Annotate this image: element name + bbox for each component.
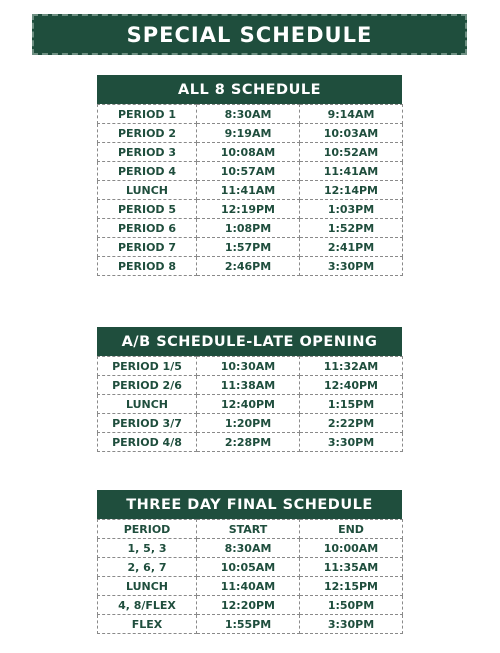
period-cell: PERIOD 3/7 [98,414,197,433]
period-cell: PERIOD 8 [98,257,197,276]
period-cell: PERIOD 4 [98,162,197,181]
start-time-cell: 11:40AM [197,577,300,596]
end-time-cell: 11:35AM [300,558,403,577]
period-cell: PERIOD 4/8 [98,433,197,452]
period-cell: PERIOD 2/6 [98,376,197,395]
period-cell: 2, 6, 7 [98,558,197,577]
table-row [98,238,403,257]
table-row [98,539,403,558]
table-row [98,162,403,181]
start-time-cell: 1:20PM [197,414,300,433]
period-cell: 1, 5, 3 [98,539,197,558]
table-row [98,577,403,596]
period-cell: LUNCH [98,395,197,414]
end-time-cell: END [300,520,403,539]
end-time-cell: 9:14AM [300,105,403,124]
period-cell: PERIOD 6 [98,219,197,238]
start-time-cell: START [197,520,300,539]
end-time-cell: 12:14PM [300,181,403,200]
section-heading: ALL 8 SCHEDULE [97,75,402,104]
table-row [98,376,403,395]
table-row [98,615,403,634]
page-title-banner [32,14,467,55]
period-cell: 4, 8/FLEX [98,596,197,615]
end-time-cell: 3:30PM [300,257,403,276]
table-row [98,257,403,276]
end-time-cell: 1:50PM [300,596,403,615]
table-row [98,124,403,143]
table-row [98,200,403,219]
end-time-cell: 12:40PM [300,376,403,395]
period-cell: PERIOD 5 [98,200,197,219]
end-time-cell: 10:00AM [300,539,403,558]
table-row [98,395,403,414]
page-title: SPECIAL SCHEDULE [126,22,373,47]
end-time-cell: 10:03AM [300,124,403,143]
end-time-cell: 1:03PM [300,200,403,219]
end-time-cell: 1:52PM [300,219,403,238]
start-time-cell: 1:08PM [197,219,300,238]
end-time-cell: 11:41AM [300,162,403,181]
section-heading: A/B SCHEDULE-LATE OPENING [97,327,402,356]
ab-late-opening-section [97,327,402,452]
start-time-cell: 9:19AM [197,124,300,143]
end-time-cell: 3:30PM [300,433,403,452]
table-row [98,105,403,124]
three-day-final-section [97,490,402,634]
table-row [98,357,403,376]
table-row [98,520,403,539]
table-row [98,433,403,452]
schedule-table [97,104,403,276]
table-row [98,181,403,200]
period-cell: PERIOD [98,520,197,539]
start-time-cell: 10:08AM [197,143,300,162]
end-time-cell: 1:15PM [300,395,403,414]
start-time-cell: 12:20PM [197,596,300,615]
schedule-table [97,519,403,634]
start-time-cell: 1:55PM [197,615,300,634]
start-time-cell: 2:28PM [197,433,300,452]
start-time-cell: 8:30AM [197,105,300,124]
start-time-cell: 12:19PM [197,200,300,219]
end-time-cell: 2:41PM [300,238,403,257]
period-cell: PERIOD 2 [98,124,197,143]
start-time-cell: 12:40PM [197,395,300,414]
all-8-schedule-section [97,75,402,276]
end-time-cell: 10:52AM [300,143,403,162]
period-cell: LUNCH [98,181,197,200]
period-cell: LUNCH [98,577,197,596]
end-time-cell: 2:22PM [300,414,403,433]
period-cell: PERIOD 3 [98,143,197,162]
table-row [98,143,403,162]
table-row [98,596,403,615]
table-row [98,558,403,577]
table-row [98,219,403,238]
start-time-cell: 11:38AM [197,376,300,395]
period-cell: FLEX [98,615,197,634]
table-row [98,414,403,433]
start-time-cell: 2:46PM [197,257,300,276]
end-time-cell: 12:15PM [300,577,403,596]
start-time-cell: 8:30AM [197,539,300,558]
start-time-cell: 10:30AM [197,357,300,376]
period-cell: PERIOD 1 [98,105,197,124]
start-time-cell: 1:57PM [197,238,300,257]
start-time-cell: 10:57AM [197,162,300,181]
start-time-cell: 10:05AM [197,558,300,577]
schedule-table [97,356,403,452]
start-time-cell: 11:41AM [197,181,300,200]
end-time-cell: 11:32AM [300,357,403,376]
section-heading: THREE DAY FINAL SCHEDULE [97,490,402,519]
period-cell: PERIOD 1/5 [98,357,197,376]
period-cell: PERIOD 7 [98,238,197,257]
end-time-cell: 3:30PM [300,615,403,634]
